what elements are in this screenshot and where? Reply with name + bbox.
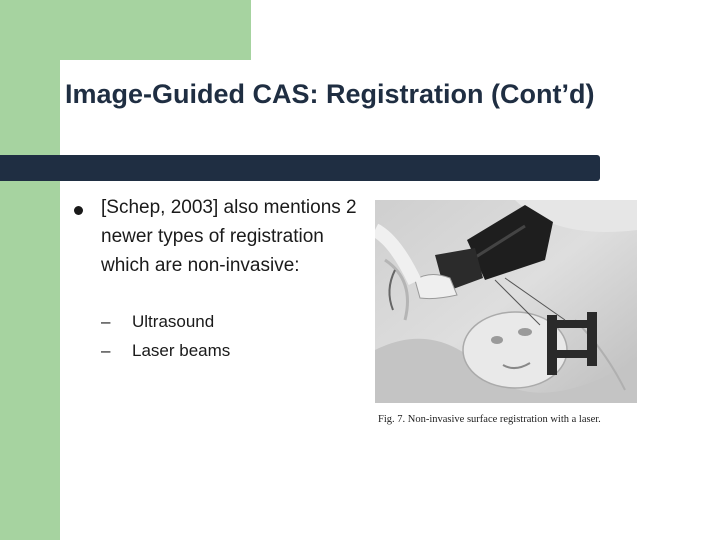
dash-icon: – — [101, 341, 111, 360]
bullet-dot-icon — [74, 206, 83, 215]
sub-bullet-label: Laser beams — [132, 341, 231, 360]
dash-icon: – — [101, 312, 111, 331]
slide-title: Image-Guided CAS: Registration (Cont’d) — [65, 79, 595, 109]
top-accent-block — [60, 0, 251, 60]
left-accent-bar — [0, 0, 60, 540]
title-underline-bar — [0, 155, 600, 181]
registration-photo — [375, 200, 637, 403]
figure-caption: Fig. 7. Non-invasive surface registration with a laser. — [378, 414, 601, 425]
bullet-text: [Schep, 2003] also mentions 2 newer types of registration which are non-invasive: — [101, 197, 357, 276]
sub-bullet-label: Ultrasound — [132, 312, 215, 331]
photo-illustration — [375, 200, 637, 403]
